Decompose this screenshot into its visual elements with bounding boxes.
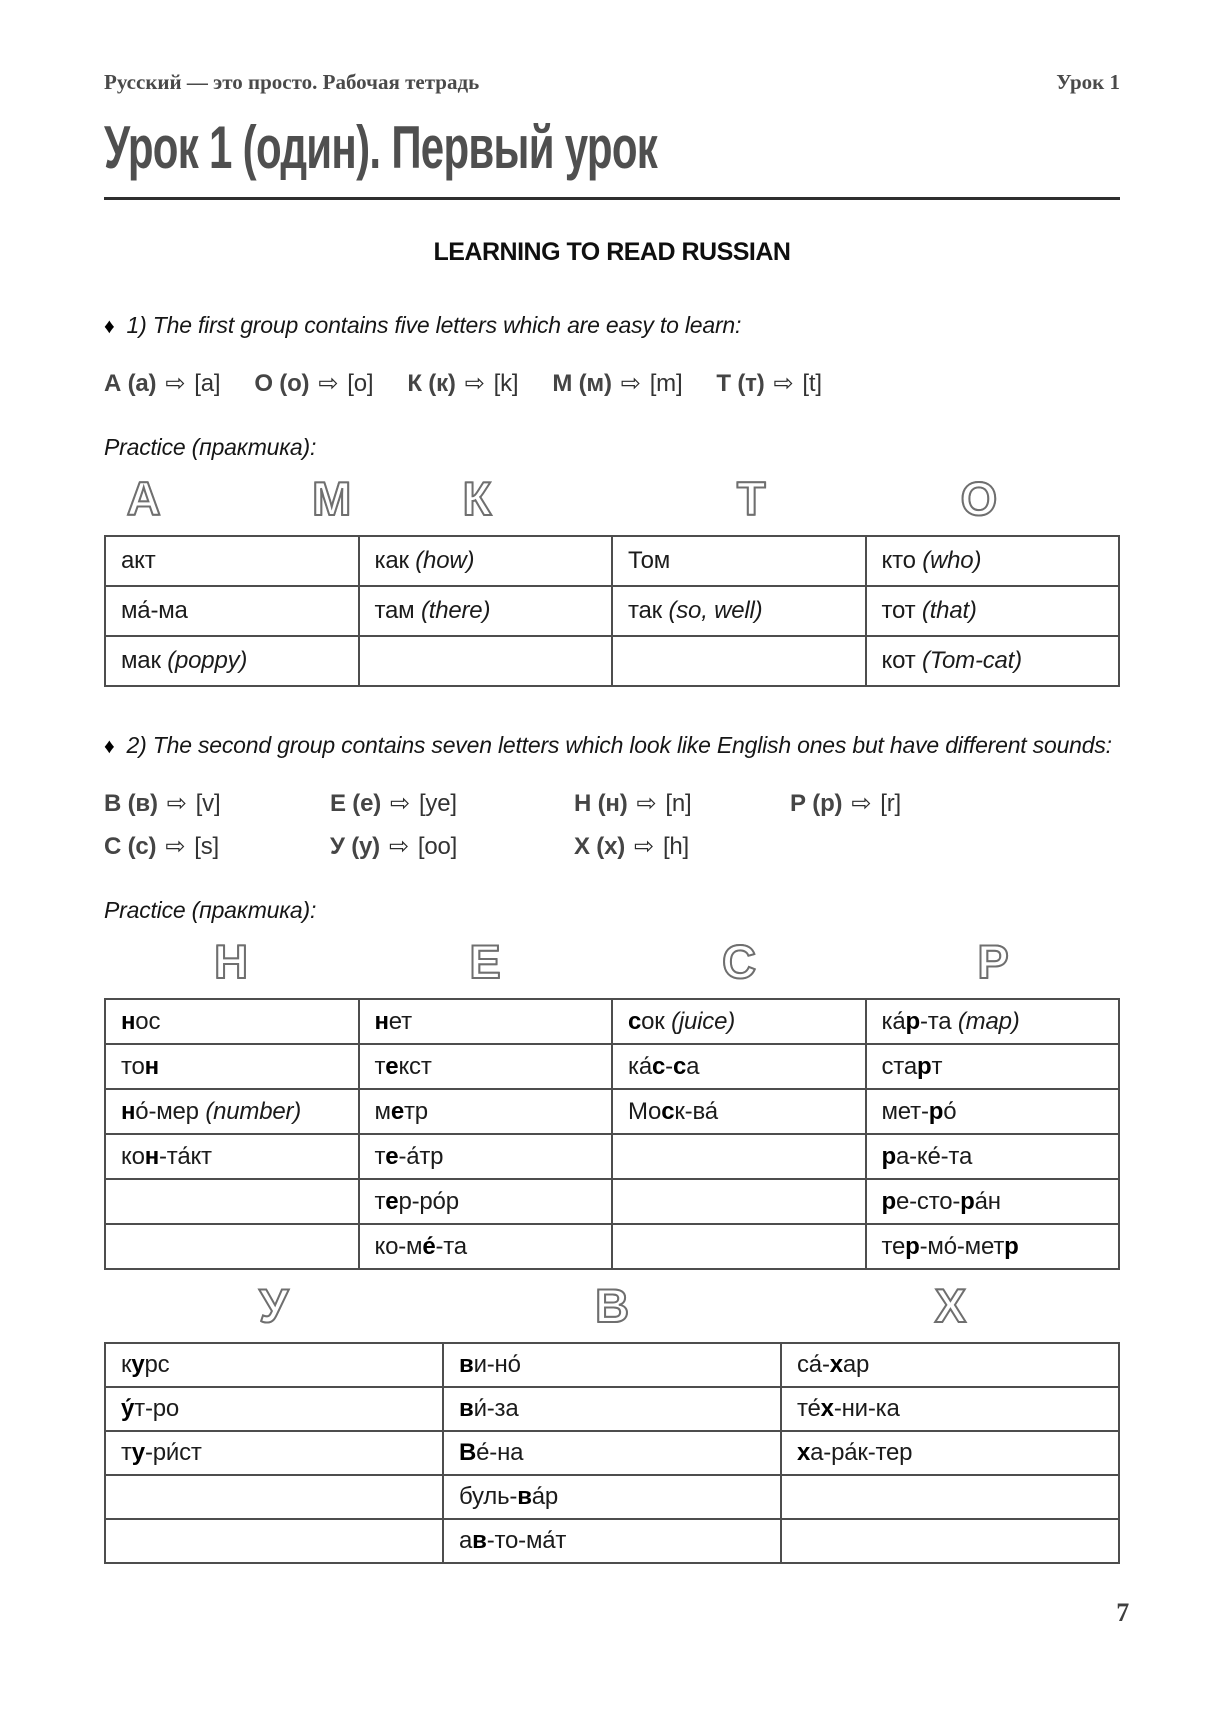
header-right-text: Урок 1	[1056, 70, 1120, 94]
diamond-bullet-icon: ♦	[104, 735, 115, 758]
arrow-icon: ⇨	[464, 370, 485, 397]
table-cell: тот (that)	[866, 586, 1120, 636]
letter-sound-item	[254, 369, 373, 398]
arrow-icon: ⇨	[165, 833, 186, 860]
table-row	[105, 1519, 1119, 1563]
table-row	[105, 1224, 1119, 1269]
table-cell	[612, 1134, 866, 1179]
sound-value: [s]	[194, 833, 220, 860]
table-cell: буль-ва́р	[443, 1475, 781, 1519]
sound-value: [t]	[802, 370, 822, 397]
cyrillic-letter: Н (н)	[574, 790, 628, 817]
table-row	[105, 1089, 1119, 1134]
table-cell: акт	[105, 536, 359, 586]
table-cell: ту-ри́ст	[105, 1431, 443, 1475]
table-cell: са́-хар	[781, 1343, 1119, 1387]
sound-value: [a]	[194, 370, 221, 397]
header-left-text: Русский — это просто. Рабочая тетрадь	[104, 70, 480, 94]
table-row	[105, 1475, 1119, 1519]
outline-letter: Е	[469, 935, 501, 988]
arrow-icon: ⇨	[636, 790, 657, 817]
arrow-icon: ⇨	[634, 833, 654, 860]
table-cell: кот (Tom-cat)	[866, 636, 1120, 686]
page-content	[104, 0, 1120, 1564]
table-cell: мет-ро́	[866, 1089, 1120, 1134]
table-cell: нос	[105, 999, 359, 1044]
title-rule	[104, 197, 1120, 200]
table-cell: кто (who)	[866, 536, 1120, 586]
table-cell: Моск-ва́	[612, 1089, 866, 1134]
cyrillic-letter: Е (е)	[330, 790, 382, 817]
group2-intro	[104, 729, 1120, 763]
cyrillic-letter: А (а)	[104, 370, 157, 397]
group2-intro-text: 2) The second group contains seven letters which look like English ones but have different sounds:	[126, 732, 1112, 758]
outline-letter: Т	[736, 472, 766, 525]
sound-value: [h]	[662, 833, 690, 860]
table-cell: мак (poppy)	[105, 636, 359, 686]
table-cell: но́-мер (number)	[105, 1089, 359, 1134]
outline-letter-row-1	[104, 471, 1120, 533]
table-cell: текст	[359, 1044, 613, 1089]
cyrillic-letter: В (в)	[104, 790, 158, 817]
letter-sound-item	[790, 789, 1120, 818]
letter-sound-item	[104, 789, 330, 818]
letter-sound-item	[574, 832, 790, 861]
outline-letter: Х	[934, 1279, 966, 1332]
table-row	[105, 999, 1119, 1044]
group1-intro-text: 1) The first group contains five letters which are easy to learn:	[126, 312, 742, 338]
cyrillic-letter: С (с)	[104, 833, 157, 860]
letter-sound-item	[330, 832, 574, 861]
table-cell: метр	[359, 1089, 613, 1134]
outline-letter: О	[960, 472, 997, 525]
arrow-icon: ⇨	[166, 790, 187, 817]
outline-letter: В	[595, 1279, 629, 1332]
table-cell: те-а́тр	[359, 1134, 613, 1179]
letter-sound-item	[330, 789, 574, 818]
outline-letter: А	[126, 472, 161, 525]
sound-value: [oo]	[417, 833, 458, 860]
table-row	[105, 1343, 1119, 1387]
table-cell	[105, 1224, 359, 1269]
group2-letter-row-1	[104, 789, 1120, 818]
outline-letter: М	[312, 472, 352, 525]
sound-value: [m]	[649, 370, 683, 397]
table-cell: тер-мо́-метр	[866, 1224, 1120, 1269]
table-cell: тер-ро́р	[359, 1179, 613, 1224]
cyrillic-letter: К (к)	[407, 370, 456, 397]
table-cell: Том	[612, 536, 866, 586]
section-heading: LEARNING TO READ RUSSIAN	[433, 238, 791, 266]
table-cell	[105, 1475, 443, 1519]
arrow-icon: ⇨	[851, 790, 872, 817]
table-cell: как (how)	[359, 536, 613, 586]
table-cell: ви-но́	[443, 1343, 781, 1387]
table-cell: ха-ра́к-тер	[781, 1431, 1119, 1475]
sound-value: [o]	[347, 370, 374, 397]
letter-sound-item	[552, 369, 682, 398]
table-cell: так (so, well)	[612, 586, 866, 636]
cyrillic-letter: Т (т)	[716, 370, 765, 397]
table-row	[105, 1134, 1119, 1179]
letter-sound-item	[574, 789, 790, 818]
arrow-icon: ⇨	[620, 370, 641, 397]
group1-letter-row	[104, 369, 1120, 398]
table-cell: Ве́-на	[443, 1431, 781, 1475]
outline-letter-row-3	[104, 1278, 1120, 1340]
table-cell: старт	[866, 1044, 1120, 1089]
table-cell	[612, 1224, 866, 1269]
table-cell: курс	[105, 1343, 443, 1387]
outline-letter: Р	[977, 935, 1009, 988]
table-cell: нет	[359, 999, 613, 1044]
arrow-icon: ⇨	[318, 370, 339, 397]
table-cell: тон	[105, 1044, 359, 1089]
group2-letter-row-2	[104, 832, 1120, 861]
practice-table-3	[104, 1342, 1120, 1564]
outline-letter: У	[259, 1279, 289, 1332]
cyrillic-letter: Х (х)	[574, 833, 626, 860]
table-cell: те́х-ни-ка	[781, 1387, 1119, 1431]
sound-value: [r]	[880, 790, 901, 817]
table-row	[105, 636, 1119, 686]
table-cell: сок (juice)	[612, 999, 866, 1044]
group1-intro	[104, 309, 1120, 343]
letter-sound-item	[104, 369, 220, 398]
arrow-icon: ⇨	[165, 370, 186, 397]
table-row	[105, 1431, 1119, 1475]
sound-value: [v]	[195, 790, 221, 817]
table-cell	[359, 636, 613, 686]
cyrillic-letter: У (у)	[330, 833, 380, 860]
cyrillic-letter: Р (р)	[790, 790, 843, 817]
table-cell: там (there)	[359, 586, 613, 636]
table-row	[105, 536, 1119, 586]
letter-sound-item	[716, 369, 821, 398]
cyrillic-letter: М (м)	[552, 370, 612, 397]
outline-letter-row-2	[104, 934, 1120, 996]
table-row	[105, 1044, 1119, 1089]
table-cell	[781, 1519, 1119, 1563]
practice-label-2: Practice (практика):	[104, 897, 317, 923]
letter-sound-item	[407, 369, 518, 398]
table-row	[105, 1179, 1119, 1224]
sound-value: [ye]	[418, 790, 457, 817]
table-cell: ра-ке́-та	[866, 1134, 1120, 1179]
table-cell: ма́-ма	[105, 586, 359, 636]
table-cell: ко-ме́-та	[359, 1224, 613, 1269]
practice-table-1	[104, 535, 1120, 687]
table-cell: ка́р-та (map)	[866, 999, 1120, 1044]
page-number: 7	[1116, 1598, 1129, 1627]
table-cell	[781, 1475, 1119, 1519]
arrow-icon: ⇨	[388, 833, 409, 860]
arrow-icon: ⇨	[390, 790, 410, 817]
table-cell	[612, 636, 866, 686]
table-cell: ре-сто-ра́н	[866, 1179, 1120, 1224]
practice-table-2	[104, 998, 1120, 1270]
outline-letter: С	[722, 935, 756, 988]
cyrillic-letter: О (о)	[254, 370, 310, 397]
table-cell: у́т-ро	[105, 1387, 443, 1431]
running-header	[104, 0, 1120, 95]
table-cell: ви́-за	[443, 1387, 781, 1431]
outline-letter: К	[462, 472, 492, 525]
arrow-icon: ⇨	[773, 370, 794, 397]
sound-value: [k]	[493, 370, 519, 397]
table-row	[105, 1387, 1119, 1431]
table-cell: ав-то-ма́т	[443, 1519, 781, 1563]
sound-value: [n]	[665, 790, 692, 817]
lesson-title: Урок 1 (один). Первый урок	[104, 114, 658, 181]
table-cell	[105, 1519, 443, 1563]
practice-label-1: Practice (практика):	[104, 434, 317, 460]
table-cell: ка́с-са	[612, 1044, 866, 1089]
table-cell	[105, 1179, 359, 1224]
diamond-bullet-icon: ♦	[104, 315, 115, 338]
table-cell	[612, 1179, 866, 1224]
table-cell: кон-та́кт	[105, 1134, 359, 1179]
table-row	[105, 586, 1119, 636]
letter-sound-item	[104, 832, 330, 861]
outline-letter: Н	[214, 935, 248, 988]
